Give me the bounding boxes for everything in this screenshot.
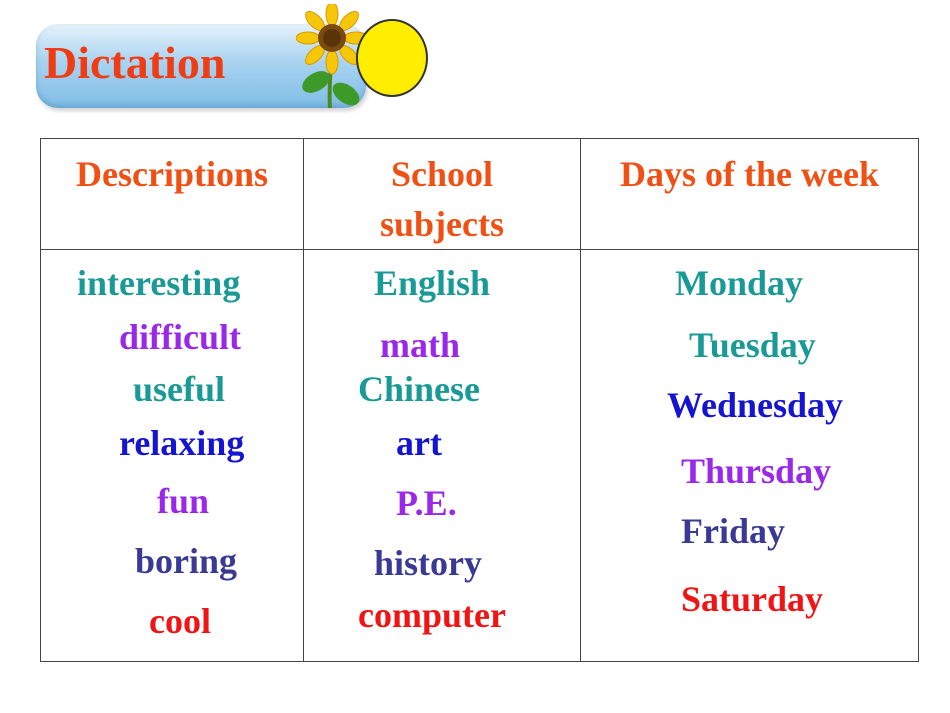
word-english: English bbox=[374, 263, 491, 303]
header-descriptions-cell bbox=[41, 139, 304, 250]
subjects-cell bbox=[304, 250, 581, 662]
word-fun: fun bbox=[157, 481, 210, 521]
word-difficult: difficult bbox=[119, 317, 241, 357]
word-chinese: Chinese bbox=[358, 369, 481, 409]
word-saturday: Saturday bbox=[681, 579, 824, 619]
header-row bbox=[41, 139, 919, 250]
header-days-cell bbox=[581, 139, 919, 250]
content-row bbox=[41, 250, 919, 662]
word-interesting: interesting bbox=[77, 263, 241, 303]
descriptions-cell bbox=[41, 250, 304, 662]
word-cool: cool bbox=[149, 601, 211, 641]
header-descriptions: Descriptions bbox=[76, 154, 268, 194]
word-monday: Monday bbox=[675, 263, 804, 303]
word-boring: boring bbox=[135, 541, 238, 581]
word-art: art bbox=[396, 423, 442, 463]
word-relaxing: relaxing bbox=[119, 423, 245, 463]
word-wednesday: Wednesday bbox=[667, 385, 844, 425]
header-school: School bbox=[390, 154, 494, 194]
word-math: math bbox=[380, 325, 460, 365]
days-cell bbox=[581, 250, 919, 662]
dictation-table bbox=[40, 138, 919, 662]
word-tuesday: Tuesday bbox=[689, 325, 816, 365]
word-pe: P.E. bbox=[396, 483, 457, 523]
header-school-subjects-cell bbox=[304, 139, 581, 250]
header-subjects: subjects bbox=[380, 204, 504, 244]
yellow-circle bbox=[356, 19, 428, 97]
word-friday: Friday bbox=[681, 511, 785, 551]
word-computer: computer bbox=[358, 595, 506, 635]
word-thursday: Thursday bbox=[681, 451, 832, 491]
header-days: Days of the week bbox=[620, 154, 879, 194]
word-useful: useful bbox=[133, 369, 226, 409]
page-title: Dictation bbox=[44, 37, 226, 88]
word-history: history bbox=[374, 543, 482, 583]
